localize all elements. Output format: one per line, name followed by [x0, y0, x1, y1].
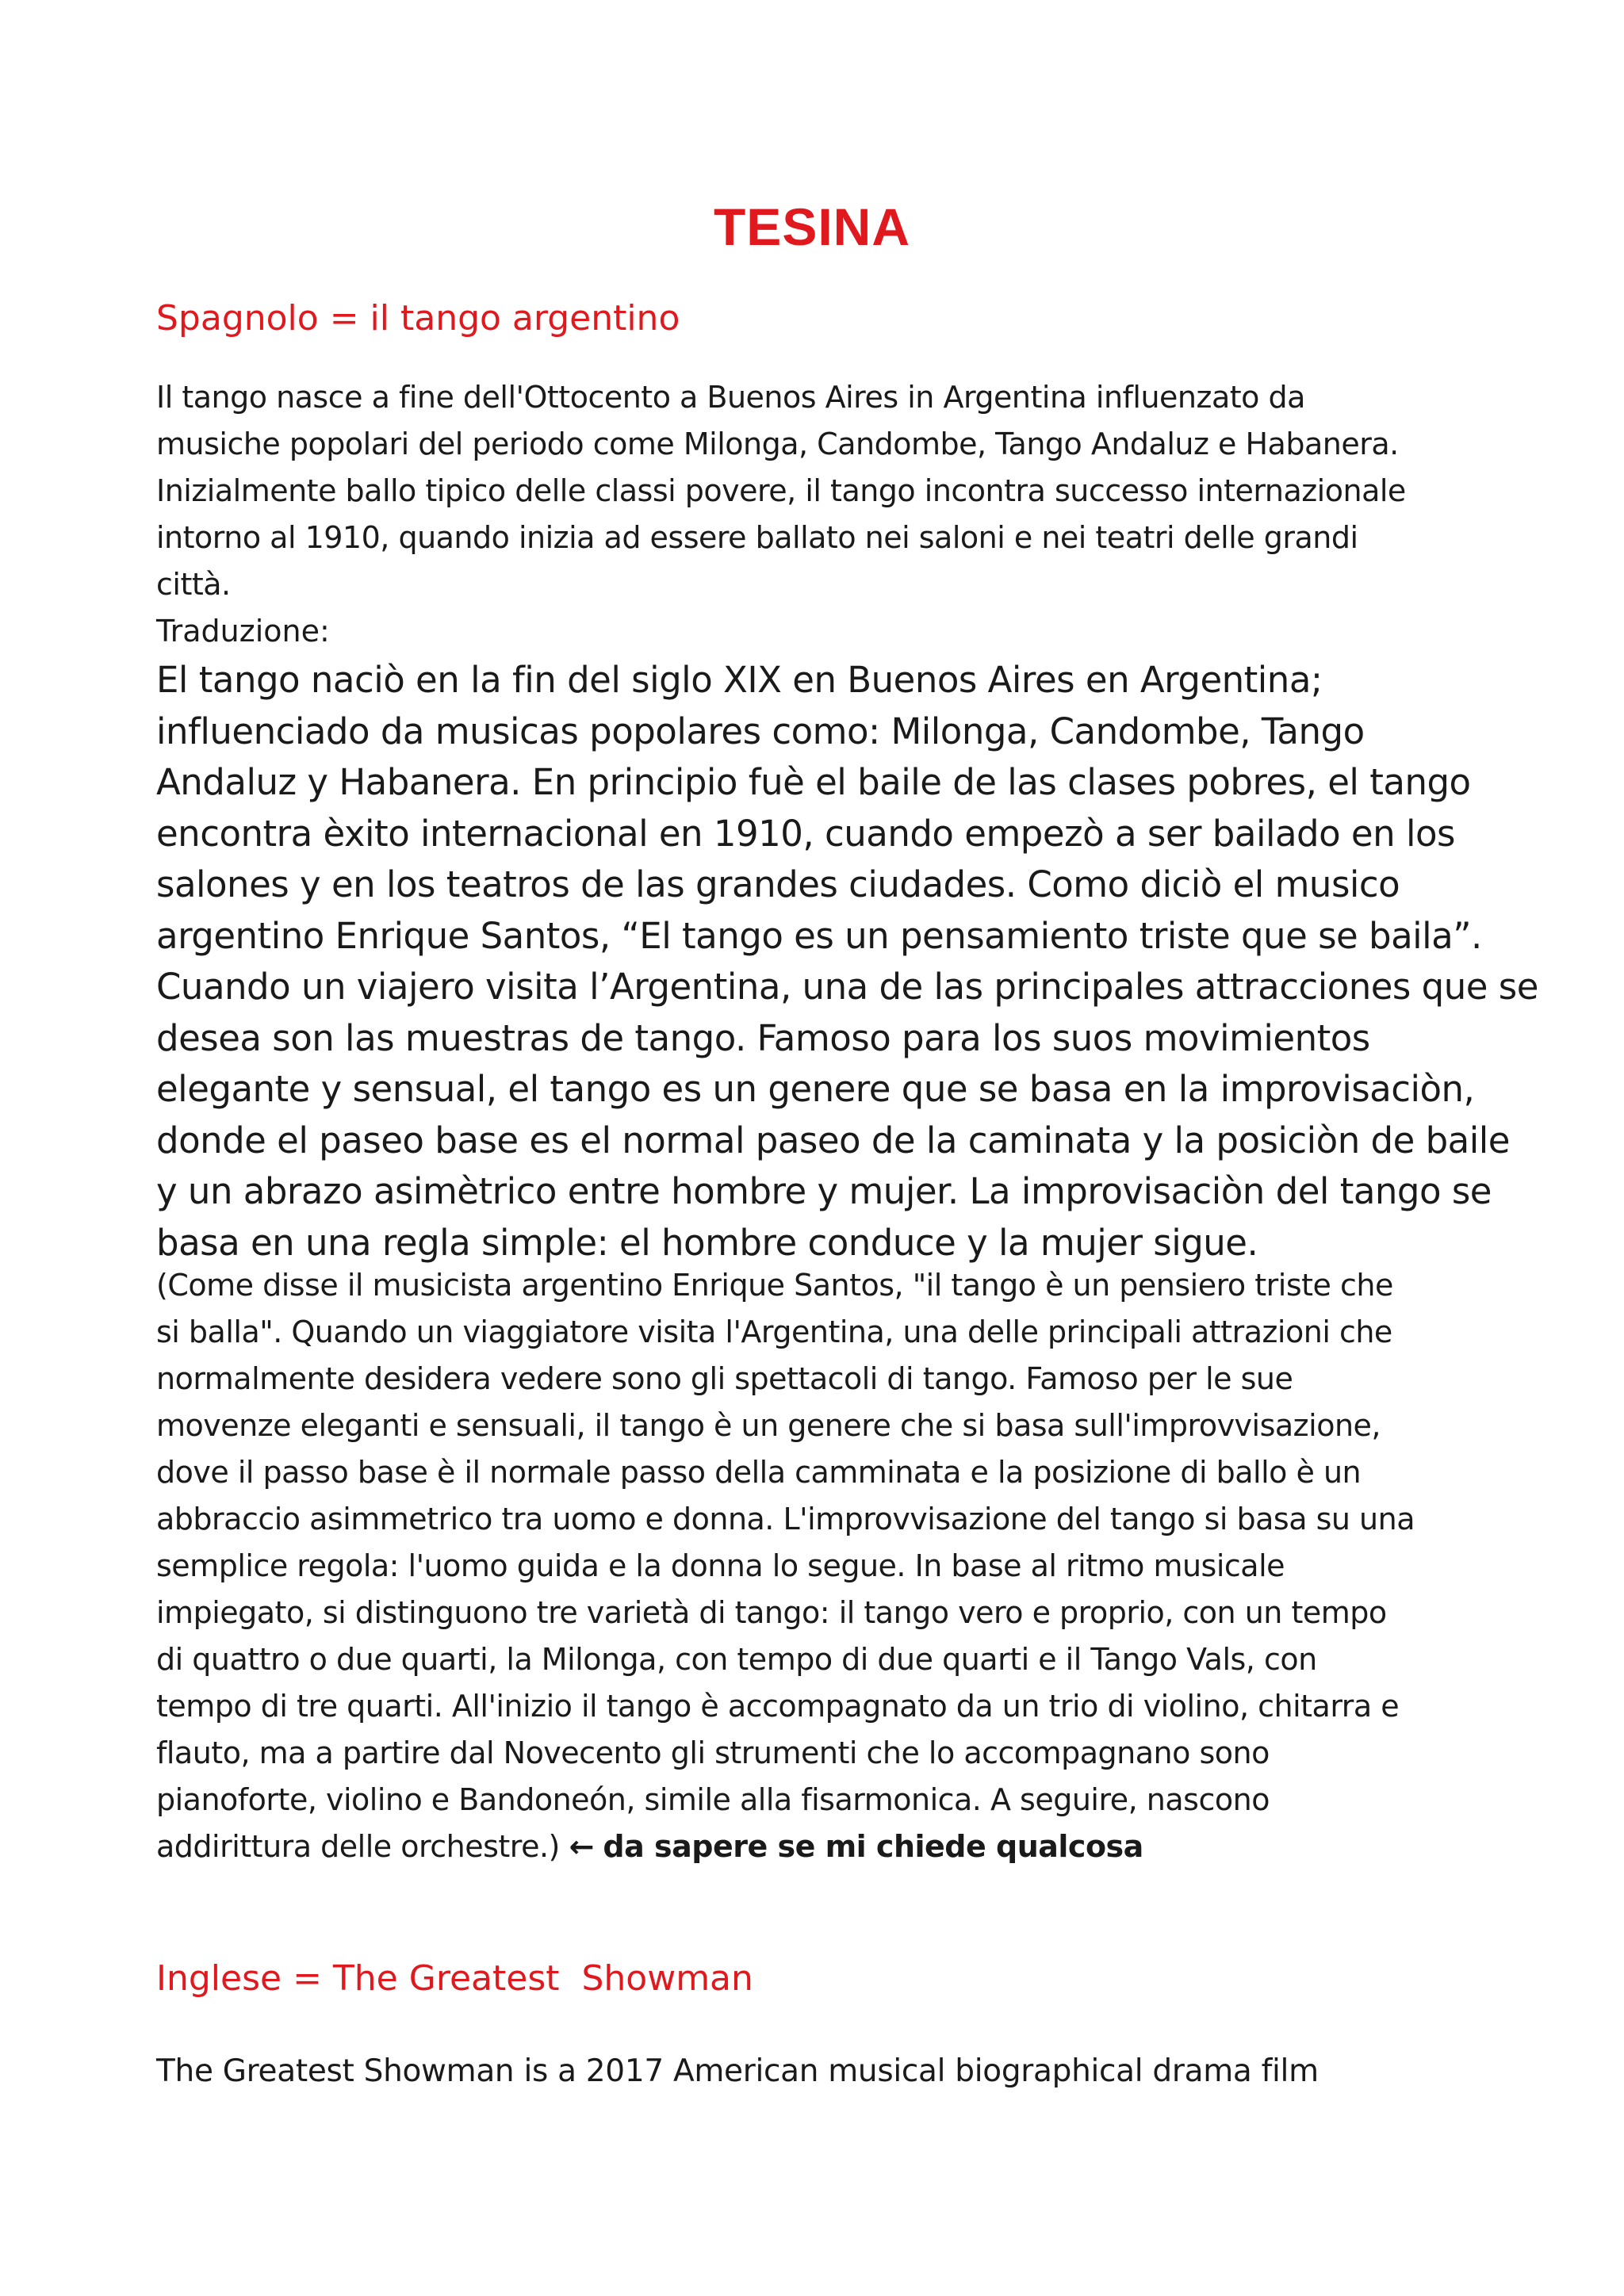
spanish-translation-paragraph: [156, 655, 1538, 1269]
text-line: (Come disse il musicista argentino Enrique Santos, "il tango è un pensiero triste che: [156, 1268, 1393, 1303]
text-line: Andaluz y Habanera. En principio fuè el baile de las clases pobres, el tango: [156, 761, 1471, 803]
text-line: musiche popolari del periodo come Milonga, Candombe, Tango Andaluz e Habanera.: [156, 427, 1399, 461]
last-line-text: addirittura delle orchestre.): [156, 1829, 560, 1864]
text-line: argentino Enrique Santos, “El tango es un pensamiento triste que se baila”.: [156, 914, 1482, 957]
italian-intro-paragraph: [156, 374, 1406, 608]
text-line: El tango naciò en la fin del siglo XIX en Buenos Aires en Argentina;: [156, 659, 1323, 701]
spanish-section-heading: Spagnolo = il tango argentino: [156, 298, 680, 339]
text-line: di quattro o due quarti, la Milonga, con tempo di due quarti e il Tango Vals, con: [156, 1642, 1317, 1677]
text-line: movenze eleganti e sensuali, il tango è un genere che si basa sull'improvvisazione,: [156, 1408, 1381, 1443]
text-line: desea son las muestras de tango. Famoso para los suos movimientos: [156, 1016, 1370, 1059]
text-line: si balla". Quando un viaggiatore visita l'Argentina, una delle principali attrazioni che: [156, 1314, 1392, 1349]
study-note: da sapere se mi chiede qualcosa: [603, 1829, 1143, 1864]
text-line: influenciado da musicas popolares como: Milonga, Candombe, Tango: [156, 710, 1365, 752]
text-line: donde el paseo base es el normal paseo de la caminata y la posiciòn de baile: [156, 1119, 1510, 1161]
text-line: normalmente desidera vedere sono gli spettacoli di tango. Famoso per le sue: [156, 1361, 1293, 1396]
text-line: semplice regola: l'uomo guida e la donna lo segue. In base al ritmo musicale: [156, 1548, 1285, 1583]
text-line: intorno al 1910, quando inizia ad essere ballato nei saloni e nei teatri delle grandi: [156, 520, 1358, 555]
left-arrow-icon: ←: [569, 1829, 594, 1864]
text-line: Il tango nasce a fine dell'Ottocento a Buenos Aires in Argentina influenzato da: [156, 380, 1305, 415]
text-line: impiegato, si distinguono tre varietà di tango: il tango vero e proprio, con un tempo: [156, 1595, 1387, 1630]
italian-translation-paragraph: [156, 1262, 1415, 1870]
document-title: TESINA: [713, 197, 911, 256]
text-line: città.: [156, 567, 231, 602]
text-line-last: [156, 1823, 1415, 1870]
text-line: dove il passo base è il normale passo della camminata e la posizione di ballo è un: [156, 1455, 1362, 1490]
text-line: Inizialmente ballo tipico delle classi povere, il tango incontra successo internazionale: [156, 473, 1406, 508]
text-line: y un abrazo asimètrico entre hombre y mujer. La improvisaciòn del tango se: [156, 1170, 1492, 1212]
english-heading-text: Inglese = The Greatest Showman: [156, 1958, 753, 1999]
text-line: encontra èxito internacional en 1910, cuando empezò a ser bailado en los: [156, 812, 1455, 855]
text-line: flauto, ma a partire dal Novecento gli strumenti che lo accompagnano sono: [156, 1735, 1270, 1770]
text-line: salones y en los teatros de las grandes ciudades. Como diciò el musico: [156, 863, 1400, 905]
english-section-heading: [156, 1958, 753, 1999]
text-line: tempo di tre quarti. All'inizio il tango è accompagnato da un trio di violino, chitarra e: [156, 1689, 1400, 1724]
text-line: elegante y sensual, el tango es un genere que se basa en la improvisaciòn,: [156, 1068, 1475, 1110]
translation-label: Traduzione:: [156, 614, 330, 649]
text-line: pianoforte, violino e Bandoneón, simile alla fisarmonica. A seguire, nascono: [156, 1782, 1270, 1817]
text-line: abbraccio asimmetrico tra uomo e donna. L'improvvisazione del tango si basa su una: [156, 1502, 1415, 1536]
english-paragraph: The Greatest Showman is a 2017 American musical biographical drama film: [156, 2053, 1319, 2089]
text-line: basa en una regla simple: el hombre conduce y la mujer sigue.: [156, 1221, 1258, 1264]
text-line: Cuando un viajero visita l’Argentina, una de las principales attracciones que se: [156, 966, 1538, 1008]
